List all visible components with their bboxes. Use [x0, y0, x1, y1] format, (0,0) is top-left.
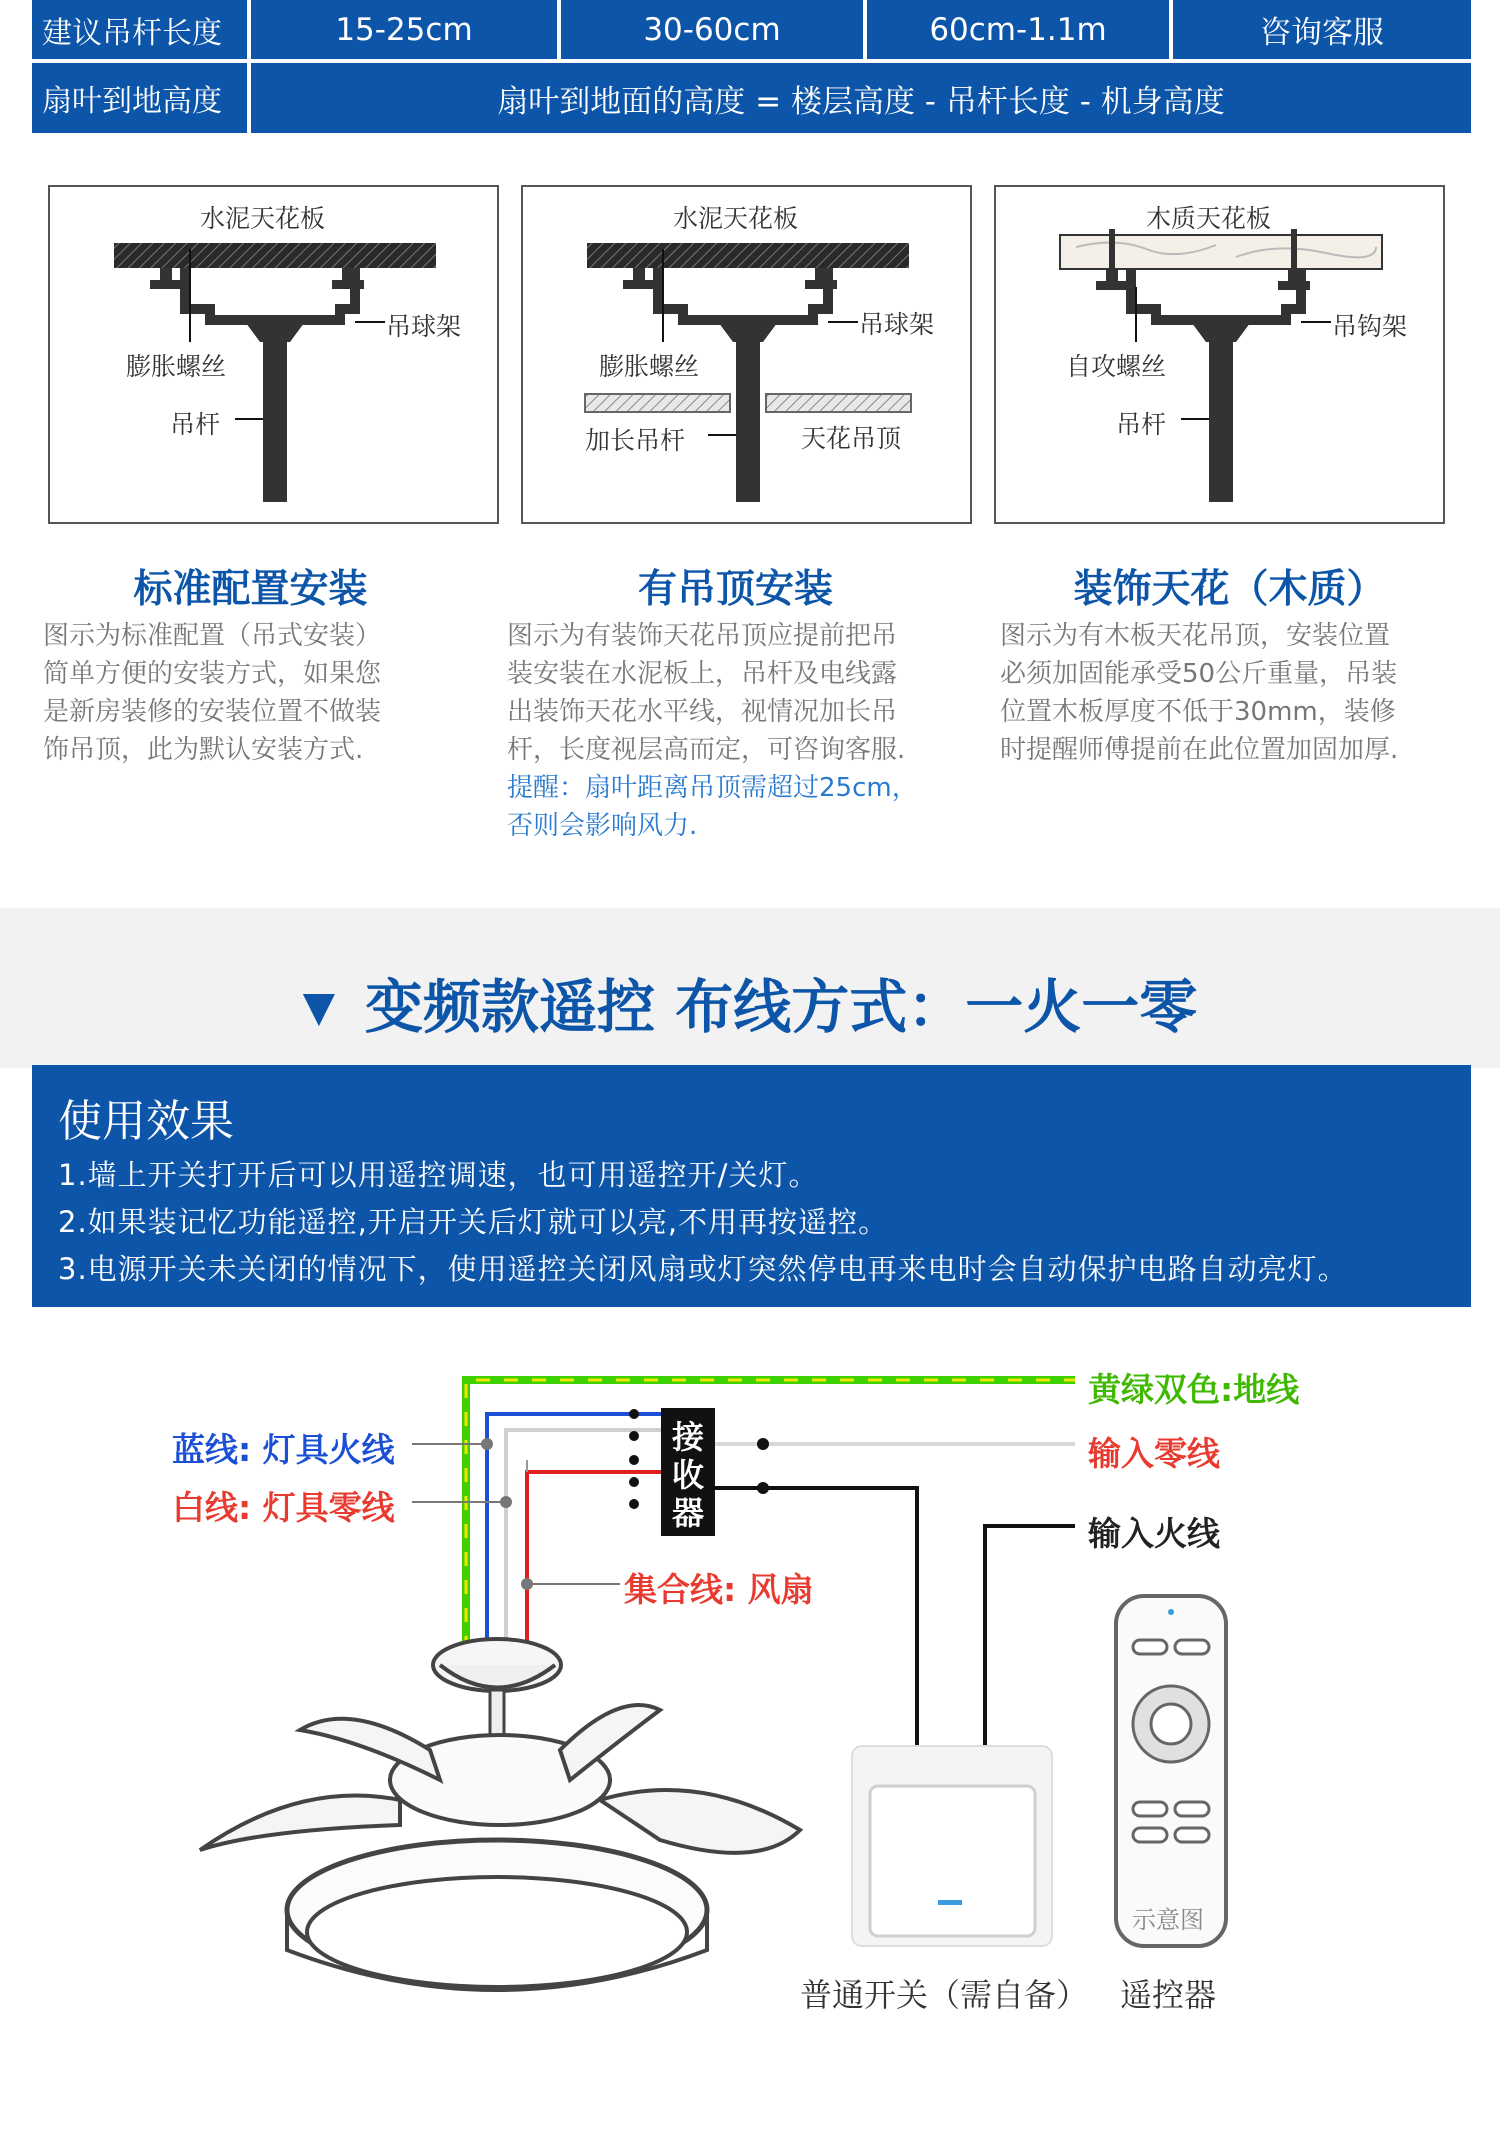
usage-line: 1.墙上开关打开后可以用遥控调速，也可用遥控开/关灯。	[58, 1158, 819, 1192]
desc-line: 图示为有木板天花吊顶，安装位置	[1000, 621, 1391, 651]
table-cell: 咨询客服	[1173, 0, 1471, 59]
ceiling-label: 木质天花板	[1146, 204, 1272, 233]
wiring-title-text: 变频款遥控 布线方式：一火一零	[365, 973, 1198, 1041]
desc-line: 简单方便的安装方式，如果您	[43, 659, 382, 689]
desc-line: 图示为有装饰天花吊顶应提前把吊	[507, 621, 898, 651]
ceiling-fan-illustration	[200, 1639, 800, 1990]
screw-label: 膨胀螺丝	[599, 352, 700, 381]
screw-label: 自攻螺丝	[1066, 352, 1167, 381]
install-standard-desc	[43, 617, 473, 769]
desc-line: 必须加固能承受50公斤重量，吊装	[1000, 659, 1398, 689]
reminder-line: 提醒：扇叶距离吊顶需超过25cm，	[507, 773, 918, 803]
desc-line: 是新房装修的安装位置不做装	[43, 697, 382, 727]
remote-control-illustration	[1116, 1596, 1226, 1946]
bracket-label: 吊球架	[859, 310, 935, 339]
hook-label: 吊钩架	[1332, 312, 1408, 341]
table-formula: 扇叶到地面的高度 = 楼层高度 - 吊杆长度 - 机身高度	[251, 63, 1471, 133]
usage-line: 3.电源开关未关闭的情况下，使用遥控关闭风扇或灯突然停电再来电时会自动保护电路自动亮灯。	[58, 1252, 1348, 1286]
table-row1-label: 建议吊杆长度	[32, 0, 247, 59]
ceiling-label: 水泥天花板	[200, 204, 326, 233]
install-wood-title: 装饰天花（木质）	[1073, 567, 1386, 612]
size-table	[32, 0, 1471, 133]
usage-title: 使用效果	[58, 1096, 234, 1147]
desc-line: 装安装在水泥板上，吊杆及电线露	[507, 659, 898, 689]
false-ceiling-label: 天花吊顶	[801, 424, 902, 453]
rod-label: 吊杆	[1116, 410, 1167, 439]
bundle-wire-label: 集合线: 风扇	[624, 1570, 814, 1609]
usage-box	[32, 1065, 1471, 1307]
receiver-label: 接收器	[671, 1418, 704, 1532]
mount-illustration	[50, 187, 501, 526]
install-wood-desc	[1000, 617, 1470, 769]
install-suspended-title: 有吊顶安装	[637, 567, 833, 612]
mount-illustration	[996, 187, 1447, 526]
mount-illustration	[523, 187, 974, 526]
blue-wire-label: 蓝线: 灯具火线	[172, 1430, 395, 1469]
extension-rod-label: 加长吊杆	[585, 426, 686, 455]
desc-line: 出装饰天花水平线，视情况加长吊	[507, 697, 898, 727]
install-suspended-desc	[507, 617, 977, 845]
desc-line: 时提醒师傅提前在此位置加固加厚.	[1000, 735, 1399, 765]
table-row2-label: 扇叶到地高度	[32, 63, 247, 133]
rod-label: 吊杆	[170, 410, 221, 439]
usage-line: 2.如果装记忆功能遥控,开启开关后灯就可以亮,不用再按遥控。	[58, 1205, 889, 1239]
remote-note: 示意图	[1132, 1906, 1204, 1934]
white-wire-label: 白线: 灯具零线	[172, 1488, 395, 1527]
bracket-label: 吊球架	[386, 312, 462, 341]
ground-wire-label: 黄绿双色:地线	[1088, 1370, 1300, 1409]
switch-caption: 普通开关（需自备）	[800, 1976, 1089, 2014]
table-cell: 30-60cm	[561, 0, 863, 59]
triangle-down-icon: ▼	[302, 982, 336, 1031]
live-input-label: 输入火线	[1088, 1514, 1220, 1553]
install-diagram-standard	[48, 185, 499, 524]
desc-line: 位置木板厚度不低于30mm，装修	[1000, 697, 1396, 727]
desc-line: 图示为标准配置（吊式安装）	[43, 621, 382, 651]
remote-caption: 遥控器	[1120, 1976, 1217, 2014]
wall-switch-illustration	[852, 1746, 1052, 1946]
install-standard-title: 标准配置安装	[133, 567, 368, 612]
table-cell: 60cm-1.1m	[867, 0, 1169, 59]
ceiling-label: 水泥天花板	[673, 204, 799, 233]
desc-line: 杆，长度视层高而定，可咨询客服.	[507, 735, 906, 765]
reminder-line: 否则会影响风力.	[507, 811, 698, 841]
neutral-input-label: 输入零线	[1088, 1434, 1220, 1473]
desc-line: 饰吊顶，此为默认安装方式.	[43, 735, 364, 765]
screw-label: 膨胀螺丝	[126, 352, 227, 381]
install-diagram-suspended-ceiling	[521, 185, 972, 524]
table-cell: 15-25cm	[251, 0, 557, 59]
wiring-section-title	[0, 960, 1500, 1044]
install-diagram-wood-ceiling	[994, 185, 1445, 524]
